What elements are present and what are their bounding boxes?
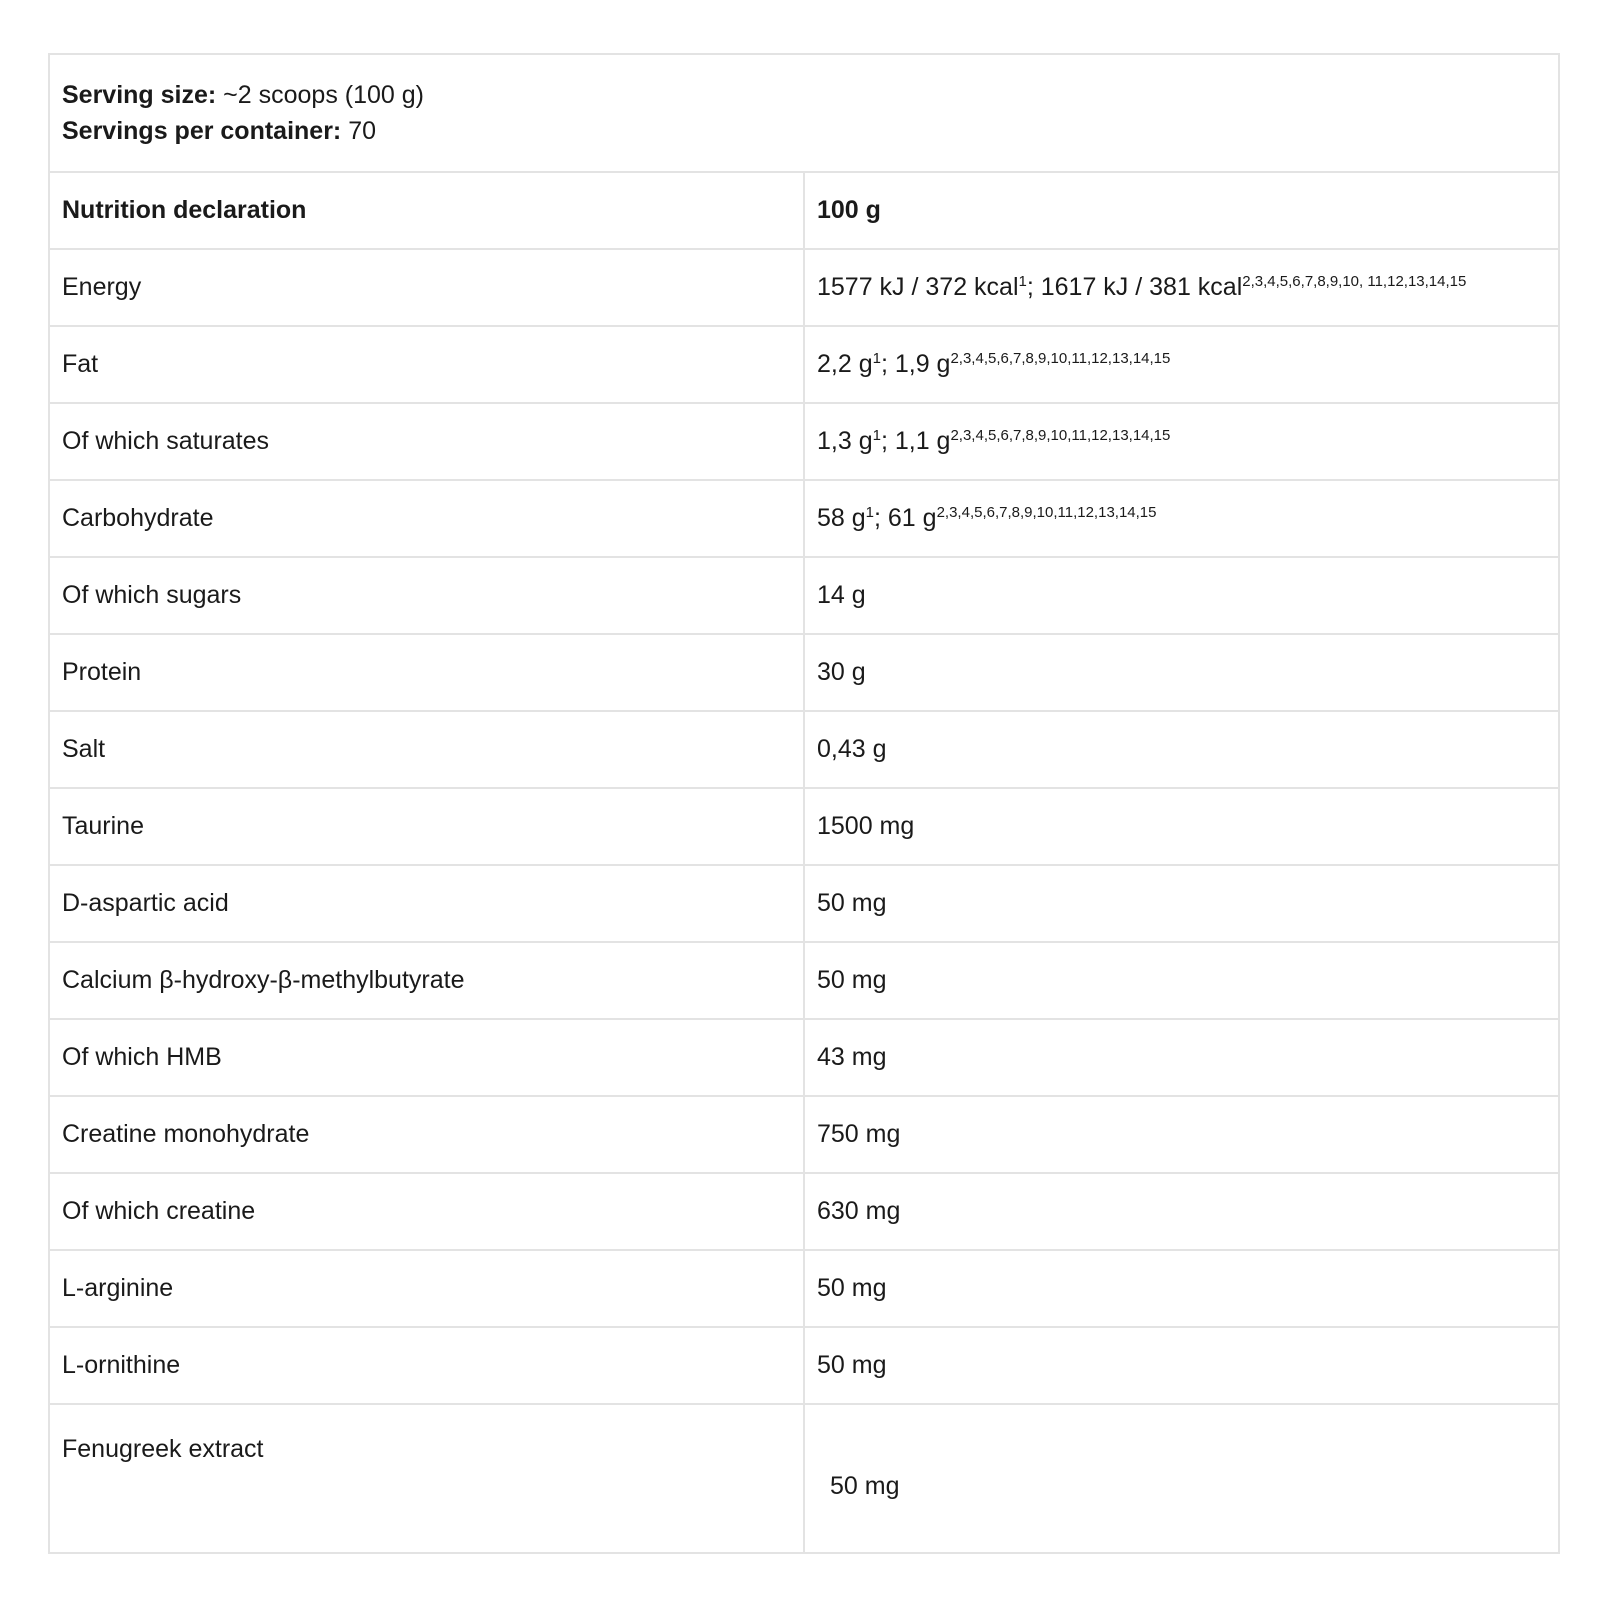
- row-value: 14 g: [804, 557, 1559, 634]
- header-amount-cell: 100 g: [804, 172, 1559, 249]
- row-name: Calcium β-hydroxy-β-methylbutyrate: [49, 942, 804, 1019]
- table-row: [49, 942, 1559, 1019]
- row-name: Of which saturates: [49, 403, 804, 480]
- value-part-2: ; 1,1 g: [880, 427, 951, 455]
- row-value: [804, 249, 1559, 326]
- servings-per-container-line: [62, 113, 1546, 149]
- table-row: [49, 634, 1559, 711]
- table-row: [49, 557, 1559, 634]
- row-name: Fat: [49, 326, 804, 403]
- table-row: [49, 249, 1559, 326]
- row-name: Of which sugars: [49, 557, 804, 634]
- row-value: 1500 mg: [804, 788, 1559, 865]
- row-name: Taurine: [49, 788, 804, 865]
- nutrition-table: [48, 53, 1560, 1554]
- value-part-1: 2,2 g: [817, 350, 873, 378]
- row-value: 50 mg: [804, 1404, 1559, 1553]
- row-value: [804, 403, 1559, 480]
- serving-size-line: [62, 77, 1546, 113]
- table-row: [49, 326, 1559, 403]
- table-row: [49, 1404, 1559, 1553]
- servings-per-container-label: Servings per container:: [62, 117, 342, 145]
- table-row: [49, 1250, 1559, 1327]
- serving-size-value: ~2 scoops (100 g): [216, 81, 424, 109]
- serving-info-cell: [49, 54, 1559, 172]
- row-value: 50 mg: [804, 942, 1559, 1019]
- row-name: Fenugreek extract: [49, 1404, 804, 1553]
- footnote-ref-1: 1: [865, 504, 875, 521]
- table-row: [49, 865, 1559, 942]
- value-part-1: 1577 kJ / 372 kcal: [817, 273, 1019, 301]
- row-name: Protein: [49, 634, 804, 711]
- footnote-ref-1: 1: [872, 350, 881, 367]
- footnote-ref-2: 2,3,4,5,6,7,8,9,10,11,12,13,14,15: [950, 350, 1171, 367]
- row-name: L-ornithine: [49, 1327, 804, 1404]
- value-part-2: ; 1,9 g: [880, 350, 951, 378]
- row-name: Of which HMB: [49, 1019, 804, 1096]
- serving-info-row: [49, 54, 1559, 172]
- row-name: Carbohydrate: [49, 480, 804, 557]
- row-value: 50 mg: [804, 865, 1559, 942]
- value-part-2: ; 1617 kJ / 381 kcal: [1026, 273, 1243, 301]
- row-name: Creatine monohydrate: [49, 1096, 804, 1173]
- row-value: 750 mg: [804, 1096, 1559, 1173]
- row-name: Energy: [49, 249, 804, 326]
- table-row: [49, 480, 1559, 557]
- footnote-ref-1: 1: [872, 427, 881, 444]
- row-value: 630 mg: [804, 1173, 1559, 1250]
- table-row: [49, 403, 1559, 480]
- row-name: Of which creatine: [49, 1173, 804, 1250]
- row-value: [804, 326, 1559, 403]
- value-part-1: 1,3 g: [817, 427, 873, 455]
- value-part-2: ; 61 g: [874, 504, 937, 532]
- table-row: [49, 788, 1559, 865]
- footnote-ref-1: 1: [1018, 273, 1027, 290]
- footnote-ref-2: 2,3,4,5,6,7,8,9,10,11,12,13,14,15: [950, 427, 1171, 444]
- row-value: 30 g: [804, 634, 1559, 711]
- table-header-row: [49, 172, 1559, 249]
- row-value: 43 mg: [804, 1019, 1559, 1096]
- row-name: L-arginine: [49, 1250, 804, 1327]
- footnote-ref-2: 2,3,4,5,6,7,8,9,10,11,12,13,14,15: [936, 504, 1157, 521]
- row-value: 50 mg: [804, 1327, 1559, 1404]
- table-row: [49, 1173, 1559, 1250]
- row-value: 0,43 g: [804, 711, 1559, 788]
- table-row: [49, 1019, 1559, 1096]
- row-value: [804, 480, 1559, 557]
- serving-size-label: Serving size:: [62, 81, 217, 109]
- header-name-cell: Nutrition declaration: [49, 172, 804, 249]
- value-part-1: 58 g: [817, 504, 866, 532]
- table-row: [49, 1327, 1559, 1404]
- servings-per-container-value: 70: [341, 117, 377, 145]
- row-name: Salt: [49, 711, 804, 788]
- row-value: 50 mg: [804, 1250, 1559, 1327]
- row-name: D-aspartic acid: [49, 865, 804, 942]
- footnote-ref-2: 2,3,4,5,6,7,8,9,10, 11,12,13,14,15: [1242, 273, 1467, 290]
- table-row: [49, 711, 1559, 788]
- table-row: [49, 1096, 1559, 1173]
